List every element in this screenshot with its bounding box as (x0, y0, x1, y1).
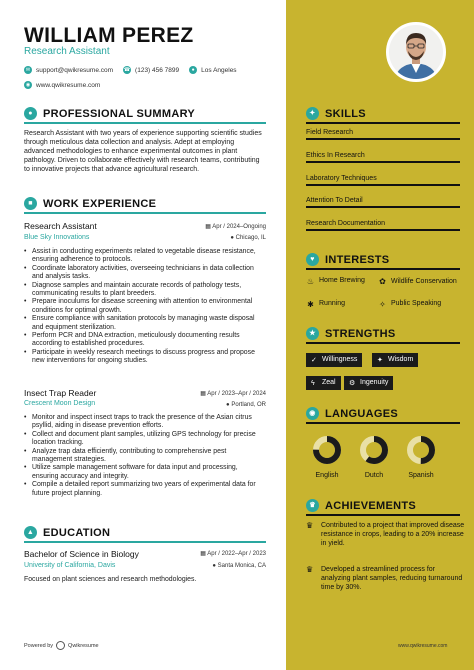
list-item: • Coordinate laboratory activities, overseeing technicians in data collection and analysis tasks. (24, 265, 266, 282)
skill-label: Attention To Detail (306, 197, 363, 204)
achievements-heading-text: ACHIEVEMENTS (325, 499, 416, 512)
degree: Bachelor of Science in Biology (24, 549, 139, 559)
achievement-item (306, 521, 466, 548)
trophy-icon: ♛ (306, 499, 319, 512)
achievements-rule (306, 514, 460, 516)
calendar-icon: ▦ (205, 224, 213, 230)
interests-rule (306, 268, 460, 270)
wildlife-icon: ✿ (379, 277, 386, 286)
lightbulb-icon: ✦ (306, 107, 319, 120)
skills-heading-text: SKILLS (325, 107, 366, 120)
skill-label: Laboratory Techniques (306, 175, 377, 182)
lightbulb-icon: ✦ (377, 356, 383, 364)
skill-bar (306, 206, 460, 208)
language-rings (306, 432, 466, 468)
job-company-1: Blue Sky Innovations (24, 234, 90, 241)
footer-url[interactable]: www.qwikresume.com (398, 643, 448, 649)
website-item[interactable] (24, 81, 100, 89)
job-location-1-text: Chicago, IL (235, 235, 266, 241)
strengths-heading (306, 327, 396, 340)
profile-photo (386, 22, 446, 82)
skills-rule (306, 122, 460, 124)
interest-label: Public Speaking (391, 300, 442, 307)
skill-label: Field Research (306, 129, 354, 136)
job-title-2: Insect Trap Reader (24, 388, 97, 398)
achievement-text: Contributed to a project that improved disease resistance in crops, leading to a 20% increase in yield. (321, 522, 465, 547)
education-rule (24, 541, 266, 543)
skill-label: Ethics In Research (306, 152, 365, 159)
strength-label: Zeal (322, 379, 336, 386)
interest-label: Home Brewing (319, 277, 365, 284)
briefcase-icon: ■ (24, 197, 37, 210)
achievement-text: Developed a streamlined process for analyzing plant samples, reducing turnaround time by 30%. (321, 566, 463, 591)
strengths-rule (306, 342, 460, 344)
location-text: Los Angeles (201, 66, 237, 74)
job-title-1: Research Assistant (24, 221, 97, 231)
strengths-heading-text: STRENGTHS (325, 327, 396, 340)
trophy-icon: ♛ (306, 521, 314, 530)
education-dates-text: Apr / 2022–Apr / 2023 (207, 551, 266, 557)
languages-heading-text: LANGUAGES (325, 407, 398, 420)
job-bullets-1 (24, 248, 266, 366)
calendar-icon: ▦ (200, 551, 208, 557)
summary-heading-text: PROFESSIONAL SUMMARY (43, 107, 196, 120)
education-heading-text: EDUCATION (43, 526, 111, 539)
education-heading (24, 526, 110, 539)
website-text: www.qwikresume.com (36, 81, 101, 89)
list-item: • Assist in conducting experiments related to vegetable disease resistance, ensuring adherence to protocols. (24, 248, 266, 265)
website-row[interactable] (24, 81, 110, 89)
list-item: • Utilize sample management software for data input and processing, ensuring accuracy and integrity. (24, 464, 266, 481)
skill-item (306, 175, 460, 186)
languages-heading (306, 407, 398, 420)
interest-item (378, 277, 458, 286)
qwikresume-logo-icon (56, 641, 65, 650)
education-location (212, 563, 266, 569)
candidate-name: WILLIAM PEREZ (24, 24, 194, 47)
job-dates-2-text: Apr / 2023–Apr / 2024 (207, 391, 266, 397)
bolt-icon: ϟ (311, 379, 315, 387)
skill-item (306, 220, 460, 231)
experience-heading-text: WORK EXPERIENCE (43, 197, 157, 210)
gear-icon: ⚙ (349, 379, 356, 387)
footer-brand[interactable] (24, 641, 99, 650)
list-item: • Diagnose samples and maintain accurate records of pathology tests, communicating results to plant breeders. (24, 282, 266, 299)
phone-text: (123) 456 7899 (135, 66, 180, 74)
thumbs-up-icon: ✓ (311, 356, 317, 364)
graduation-cap-icon: ▲ (24, 526, 37, 539)
achievement-item (306, 565, 466, 592)
list-item: • Monitor and inspect insect traps to track the presence of the Asian citrus psyllid, aiding in disease prevention efforts. (24, 414, 266, 431)
calendar-icon: ▦ (200, 391, 208, 397)
list-item: • Perform PCR and DNA extraction, meticulously documenting results according to established procedures. (24, 332, 266, 349)
summary-text: Research Assistant with two years of experience supporting scientific studies through meticulous data collection and analysis. Adept at employing advanced methodologies to enhance experimental outcomes in plant pathology. Driven to collaborate effectively with research teams, contributing to innovative projects that advance agricultural research. (24, 130, 262, 173)
avatar-icon (389, 25, 443, 79)
running-icon: ✱ (307, 300, 314, 309)
job-location-2 (226, 402, 266, 408)
skill-bar (306, 229, 460, 231)
medal-icon: ★ (306, 327, 319, 340)
experience-heading (24, 197, 156, 210)
phone-item[interactable] (123, 66, 179, 74)
languages-rule (306, 422, 460, 424)
strength-label: Wisdom (388, 356, 414, 363)
interest-label: Wildlife Conservation (391, 278, 457, 285)
interests-heading-text: INTERESTS (325, 253, 390, 266)
strength-label: Ingenuity (360, 379, 389, 386)
language-label: English (315, 472, 339, 479)
contact-row (24, 66, 247, 74)
email-item[interactable] (24, 66, 113, 74)
job-location-1 (230, 235, 266, 241)
list-item: • Prepare inoculums for disease screening with attention to environmental conditions for optimal growth. (24, 298, 266, 315)
strength-label: Willingness (322, 356, 358, 363)
summary-rule (24, 122, 266, 124)
list-item: • Analyze trap data efficiently, contributing to comprehensive pest management strategies. (24, 448, 266, 465)
skills-heading (306, 107, 366, 120)
job-company-2: Crescent Moon Design (24, 400, 96, 407)
job-bullets-2 (24, 414, 266, 498)
location-pin-icon: ● (230, 235, 236, 241)
powered-by-text: Powered by (24, 642, 54, 649)
brewing-icon: ♨ (306, 277, 315, 286)
language-label: Dutch (364, 472, 384, 479)
candidate-title: Research Assistant (24, 46, 110, 57)
strength-chip (306, 376, 341, 390)
job-dates-1-text: Apr / 2024–Ongoing (212, 224, 266, 230)
heart-icon: ♥ (306, 253, 319, 266)
skill-item (306, 197, 460, 208)
interest-item (306, 300, 345, 309)
language-label: Spanish (408, 472, 434, 479)
skill-bar (306, 161, 460, 163)
strength-chip (344, 376, 393, 390)
speaking-icon: ✧ (379, 300, 386, 309)
experience-rule (24, 212, 266, 214)
interests-heading (306, 253, 389, 266)
trophy-icon: ♛ (306, 565, 314, 574)
strength-chip (372, 353, 418, 367)
phone-icon: ☎ (123, 67, 131, 73)
interest-item (378, 300, 441, 309)
location-pin-icon: ● (226, 402, 232, 408)
school: University of California, Davis (24, 562, 116, 569)
globe-icon: ◉ (306, 407, 319, 420)
interest-item (306, 277, 365, 286)
skill-bar (306, 138, 460, 140)
location-pin-icon: ● (212, 563, 218, 569)
job-location-2-text: Portland, OR (231, 402, 266, 408)
job-dates-2 (200, 390, 266, 397)
skill-bar (306, 184, 460, 186)
list-item: • Collect and document plant samples, utilizing GPS technology for precise location tracking. (24, 431, 266, 448)
list-item: • Ensure compliance with sanitation protocols by managing waste disposal and equipment sterilization. (24, 315, 266, 332)
education-note: Focused on plant sciences and research methodologies. (24, 576, 197, 583)
summary-icon: ● (24, 107, 37, 120)
location-item (189, 66, 236, 74)
globe-icon: ◉ (25, 82, 31, 88)
list-item: • Participate in weekly research meetings to discuss progress and propose new interventions for ongoing studies. (24, 349, 266, 366)
education-dates (200, 550, 266, 557)
education-location-text: Santa Monica, CA (217, 563, 266, 569)
job-dates-1 (205, 223, 266, 230)
location-icon: ● (189, 66, 197, 74)
summary-heading (24, 107, 195, 120)
email-text: support@qwikresume.com (36, 66, 114, 74)
brand-text: Qwikresume (68, 642, 99, 649)
skill-item (306, 129, 460, 140)
skill-item (306, 152, 460, 163)
skill-label: Research Documentation (306, 220, 385, 227)
strength-chip (306, 353, 362, 367)
achievements-heading (306, 499, 416, 512)
interest-label: Running (319, 300, 346, 307)
list-item: • Compile a detailed report summarizing two years of experimental data for future project planning. (24, 481, 266, 498)
email-icon: ✉ (25, 67, 31, 73)
